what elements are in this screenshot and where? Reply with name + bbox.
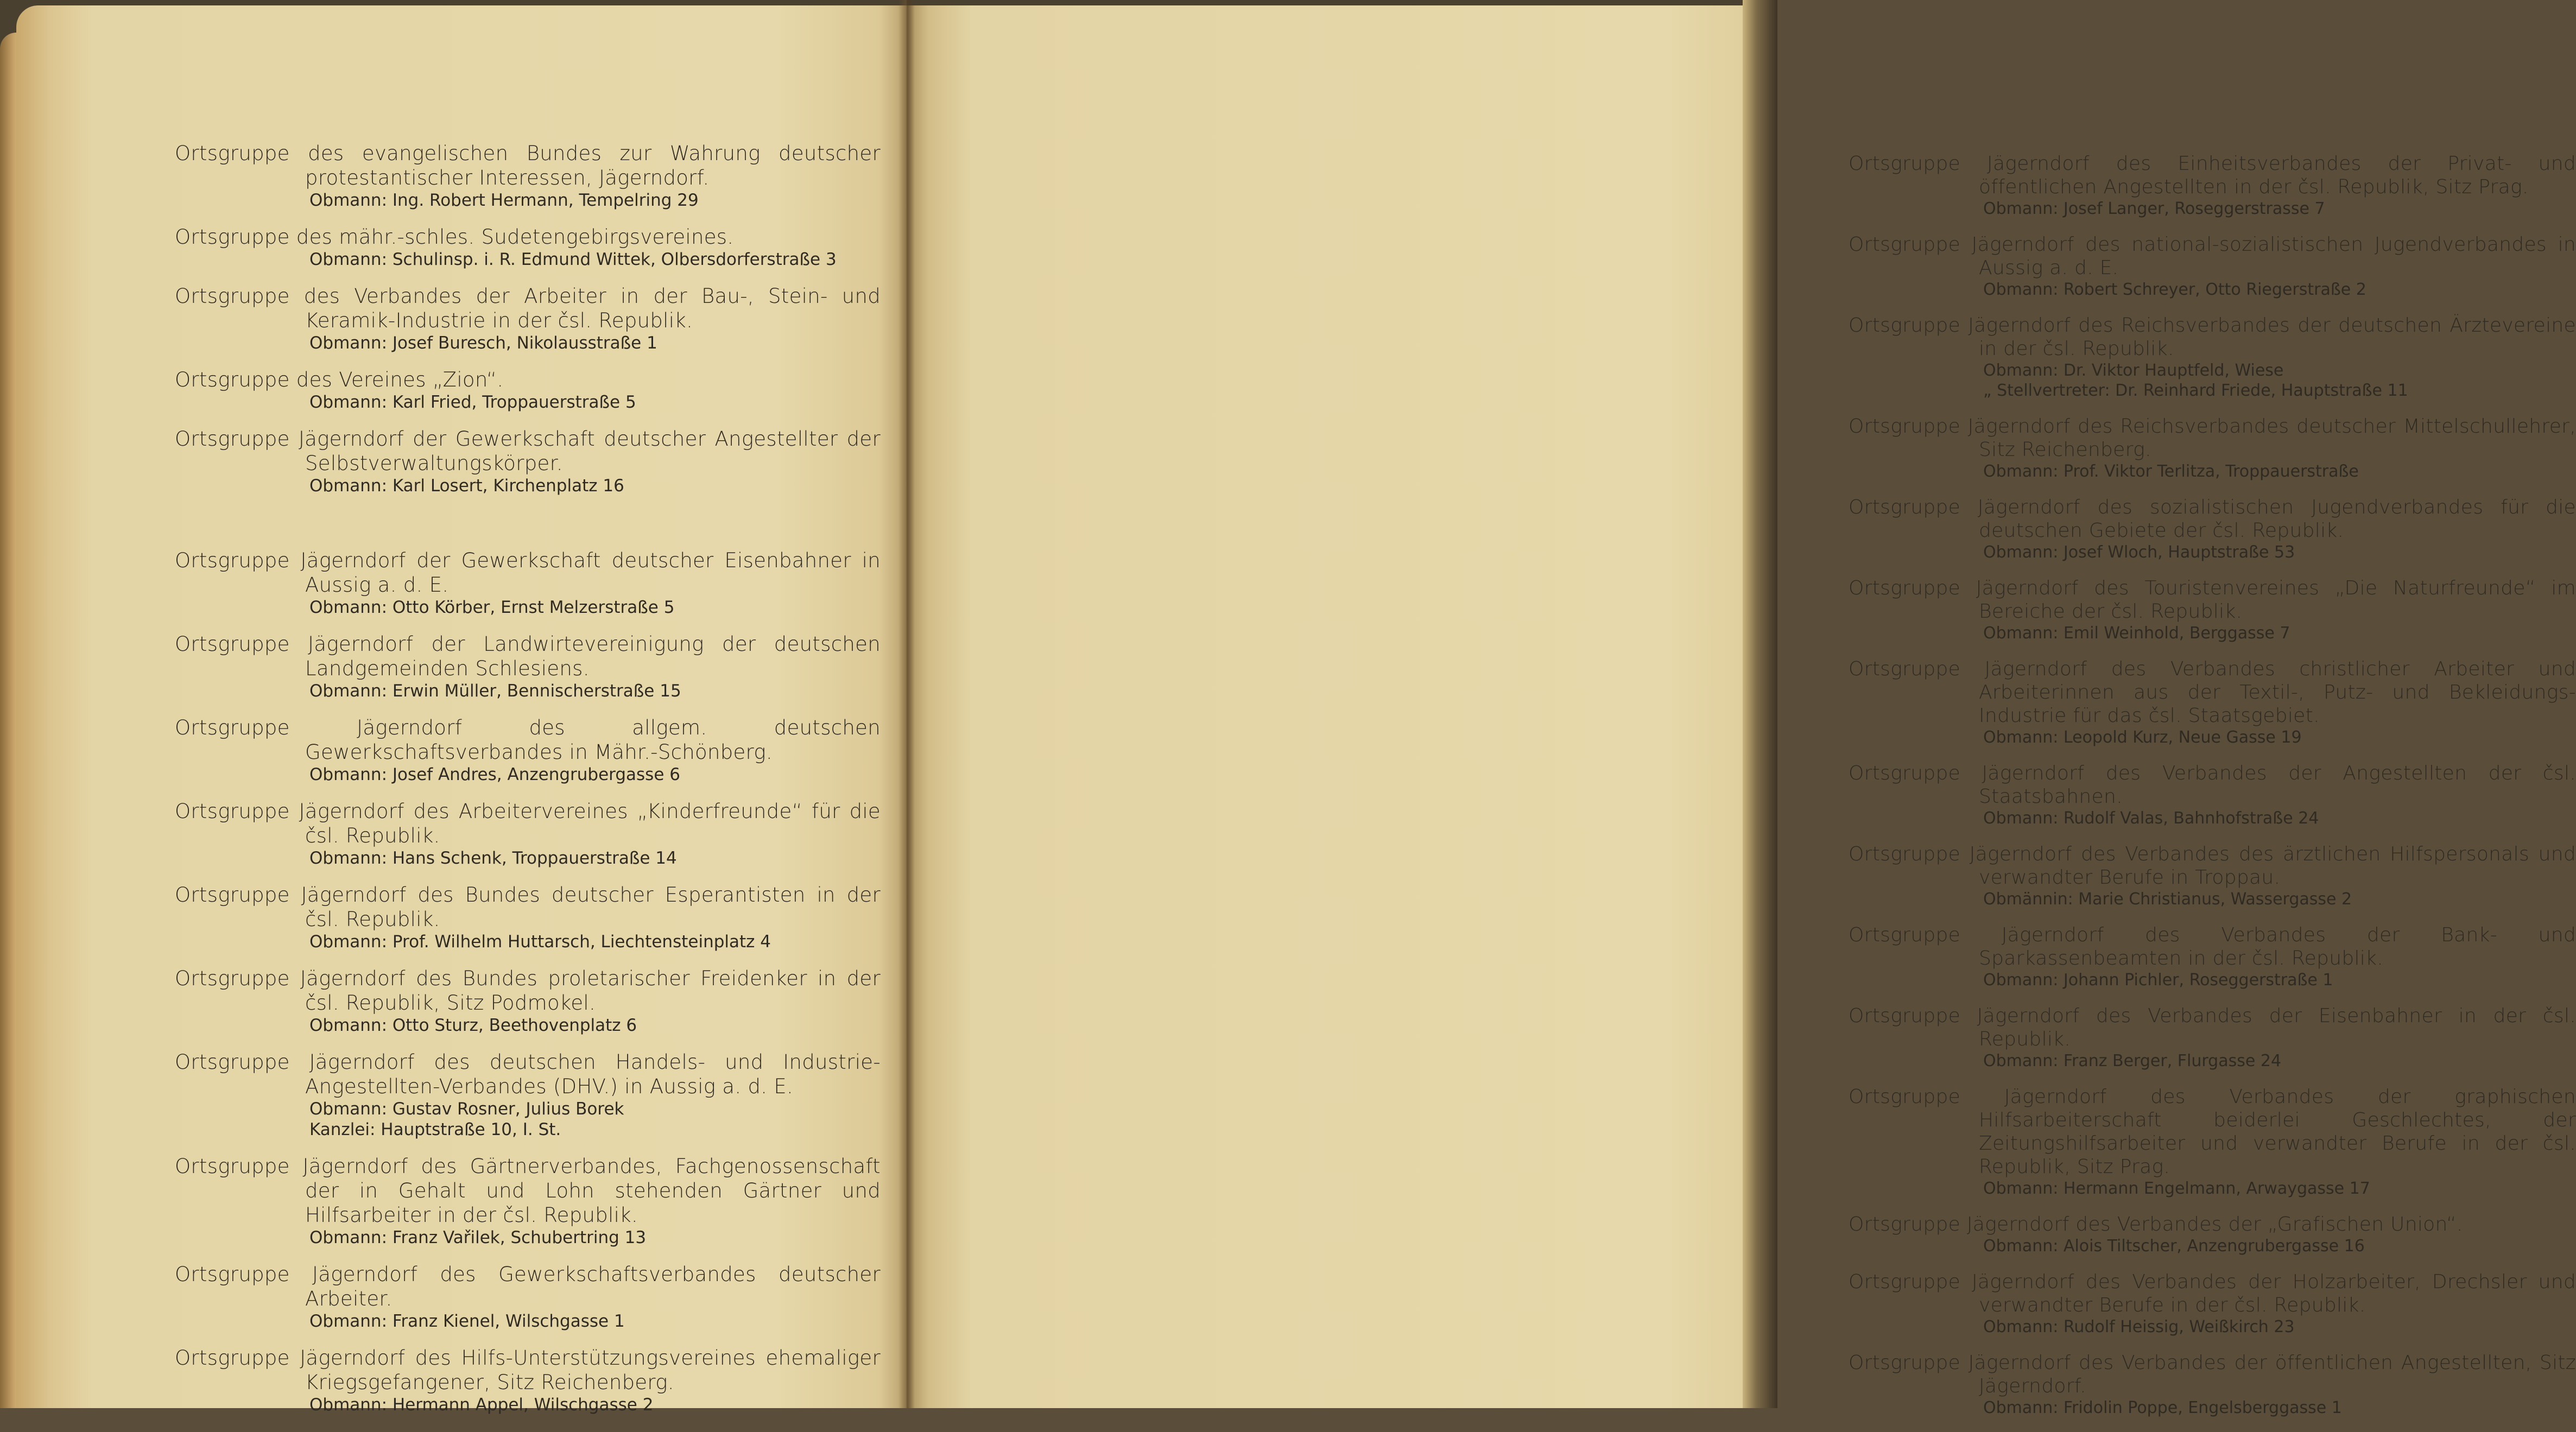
entry-contact-line: Obmann: Josef Andres, Anzengrubergasse 6 (309, 765, 680, 784)
entry-contact-line: Obmann: Emil Weinhold, Berggasse 7 (1983, 624, 2290, 643)
entry-heading: Ortsgruppe Jägerndorf des sozialistischen Jugendverbandes für die deutschen Gebiete der čsl. Republik. (1849, 496, 2576, 542)
directory-entry (1849, 314, 2576, 401)
entry-heading: Ortsgruppe des Verbandes der Arbeiter in der Bau-, Stein- und Keramik-Industrie in der čsl. Republik. (175, 284, 881, 332)
entry-contact-line: Obmann: Alois Tiltscher, Anzengrubergasse 16 (1983, 1237, 2365, 1256)
directory-entry (175, 1262, 881, 1332)
entry-heading: Ortsgruppe Jägerndorf des allgem. deutschen Gewerkschaftsverbandes in Mähr.-Schönberg. (175, 716, 881, 764)
entry-heading: Ortsgruppe Jägerndorf des Einheitsverbandes der Privat- und öffentlichen Angestellten in der čsl. Republik, Sitz Prag. (1849, 153, 2576, 198)
directory-entry (1849, 1004, 2576, 1071)
entry-contact-line: Obmann: Hermann Engelmann, Arwaygasse 17 (1983, 1179, 2370, 1198)
entry-contact-line: Obmann: Hermann Appel, Wilschgasse 2 (309, 1395, 654, 1415)
directory-entry (1849, 1351, 2576, 1418)
directory-entry (1849, 152, 2576, 219)
entry-heading: Ortsgruppe Jägerndorf des Verbandes der Holzarbeiter, Drechsler und verwandter Berufe in der čsl. Republik. (1849, 1271, 2576, 1316)
entry-contact-line: Obmann: Prof. Wilhelm Huttarsch, Liechtensteinplatz 4 (309, 932, 771, 952)
entry-heading: Ortsgruppe des Vereines „Zion“. (175, 368, 504, 391)
entry-contact-line: Obmann: Franz Kienel, Wilschgasse 1 (309, 1311, 625, 1331)
entry-contact-line: Obmann: Josef Langer, Roseggerstrasse 7 (1983, 199, 2325, 218)
entry-heading: Ortsgruppe Jägerndorf des Reichsverbandes der deutschen Ärztevereine in der čsl. Republik. (1849, 314, 2576, 360)
entry-contact-line: Obmann: Dr. Viktor Hauptfeld, Wiese (1983, 361, 2284, 380)
directory-entry (1849, 923, 2576, 990)
entry-contact-line: Obmann: Ing. Robert Hermann, Tempelring 29 (309, 191, 699, 210)
entry-contact-line: Obmann: Otto Sturz, Beethovenplatz 6 (309, 1016, 637, 1035)
directory-entry (1849, 842, 2576, 909)
entry-contact-line: Obmann: Josef Buresch, Nikolausstraße 1 (309, 333, 657, 353)
entry-heading: Ortsgruppe des evangelischen Bundes zur Wahrung deutscher protestantischer Interessen, Jägerndorf. (175, 142, 881, 189)
entry-heading: Ortsgruppe Jägerndorf des Verbandes der Angestellten der čsl. Staatsbahnen. (1849, 762, 2576, 808)
entry-contact-line: Obmann: Erwin Müller, Bennischerstraße 15 (309, 681, 681, 701)
directory-entry (175, 225, 881, 270)
directory-entry (1849, 762, 2576, 828)
directory-entry (1849, 496, 2576, 562)
entry-contact-line: Obmann: Robert Schreyer, Otto Riegerstraße 2 (1983, 280, 2366, 299)
entry-heading: Ortsgruppe Jägerndorf des Verbandes der öffentlichen Angestellten, Sitz Jägerndorf. (1849, 1352, 2576, 1397)
entry-heading: Ortsgruppe Jägerndorf der Landwirtevereinigung der deutschen Landgemeinden Schlesiens. (175, 632, 881, 680)
directory-entry (175, 1346, 881, 1415)
entry-heading: Ortsgruppe Jägerndorf des Hilfs-Unterstützungsvereines ehemaliger Kriegsgefangener, Sitz Reichenberg. (175, 1346, 881, 1394)
section-gap (175, 510, 881, 548)
entry-contact-line: „ Stellvertreter: Dr. Reinhard Friede, Hauptstraße 11 (1983, 381, 2408, 400)
entry-heading: Ortsgruppe Jägerndorf des Bundes deutscher Esperantisten in der čsl. Republik. (175, 883, 881, 931)
entry-contact-line: Obmann: Karl Losert, Kirchenplatz 16 (309, 476, 624, 496)
entry-heading: Ortsgruppe Jägerndorf des Verbandes des ärztlichen Hilfspersonals und verwandter Berufe in Troppau. (1849, 843, 2576, 889)
right-column (1849, 152, 2576, 1432)
entry-contact-line: Obmann: Franz Berger, Flurgasse 24 (1983, 1051, 2282, 1070)
directory-entry (1849, 415, 2576, 481)
entry-heading: Ortsgruppe Jägerndorf der Gewerkschaft deutscher Eisenbahner in Aussig a. d. E. (175, 549, 881, 597)
directory-entry (175, 799, 881, 869)
entry-heading: Ortsgruppe Jägerndorf des deutschen Handels- und Industrie-Angestellten-Verbandes (DHV.) in Aussig a. d. E. (175, 1050, 881, 1098)
directory-entry (175, 1050, 881, 1140)
directory-entry (1849, 233, 2576, 300)
directory-entry (175, 715, 881, 785)
entry-contact-line: Obmann: Rudolf Valas, Bahnhofstraße 24 (1983, 809, 2319, 828)
directory-entry (1849, 657, 2576, 747)
directory-entry (175, 427, 881, 496)
entry-contact-line: Obmann: Otto Körber, Ernst Melzerstraße 5 (309, 598, 675, 617)
directory-entry (1849, 1085, 2576, 1199)
entry-heading: Ortsgruppe Jägerndorf des Touristenvereines „Die Naturfreunde“ im Bereiche der čsl. Republik. (1849, 577, 2576, 623)
entry-contact-line: Obmann: Josef Wloch, Hauptstraße 53 (1983, 543, 2295, 562)
directory-entry (1849, 1270, 2576, 1337)
entry-heading: Ortsgruppe Jägerndorf des Verbandes der graphischen Hilfsarbeiterschaft beiderlei Geschlechtes, der Zeitungshilfsarbeiter und verwandter Berufe in der čsl. Republik, Sitz Prag. (1849, 1086, 2576, 1178)
entry-contact-line: Obmann: Gustav Rosner, Julius Borek (309, 1099, 624, 1119)
entry-contact-line: Obmann: Prof. Viktor Terlitza, Troppauerstraße (1983, 462, 2359, 481)
directory-entry (175, 548, 881, 618)
entry-heading: Ortsgruppe Jägerndorf des Reichsverbandes deutscher Mittelschullehrer, Sitz Reichenberg. (1849, 415, 2576, 461)
entry-heading: Ortsgruppe Jägerndorf des Verbandes der Eisenbahner in der čsl. Republik. (1849, 1005, 2576, 1050)
directory-entry (175, 141, 881, 211)
entry-contact-line: Obmännin: Marie Christianus, Wassergasse 2 (1983, 890, 2352, 909)
directory-entry (175, 883, 881, 952)
directory-entry (175, 367, 881, 413)
entry-heading: Ortsgruppe Jägerndorf des Verbandes christlicher Arbeiter und Arbeiterinnen aus der Textil-, Putz- und Bekleidungs-Industrie für das čsl. Staatsgebiet. (1849, 658, 2576, 727)
left-column (175, 141, 881, 1429)
entry-contact-line: Obmann: Karl Fried, Troppauerstraße 5 (309, 392, 636, 412)
entry-contact-line: Obmann: Johann Pichler, Roseggerstraße 1 (1983, 971, 2333, 990)
directory-entry (175, 632, 881, 701)
entry-heading: Ortsgruppe Jägerndorf des Verbandes der „Grafischen Union“. (1849, 1213, 2463, 1235)
entry-contact-line: Obmann: Fridolin Poppe, Engelsberggasse 1 (1983, 1398, 2342, 1417)
entry-contact-line: Obmann: Leopold Kurz, Neue Gasse 19 (1983, 728, 2302, 747)
entry-heading: Ortsgruppe Jägerndorf des Gewerkschaftsverbandes deutscher Arbeiter. (175, 1263, 881, 1310)
entry-contact-line: Obmann: Hans Schenk, Troppauerstraße 14 (309, 848, 677, 868)
entry-contact-line: Kanzlei: Hauptstraße 10, I. St. (309, 1120, 561, 1139)
entry-heading: Ortsgruppe des mähr.-schles. Sudetengebirgsvereines. (175, 225, 734, 249)
entry-contact-line: Obmann: Rudolf Heissig, Weißkirch 23 (1983, 1317, 2295, 1336)
entry-heading: Ortsgruppe Jägerndorf des Bundes proletarischer Freidenker in der čsl. Republik, Sitz Podmokel. (175, 967, 881, 1015)
entry-heading: Ortsgruppe Jägerndorf des Gärtnerverbandes, Fachgenossenschaft der in Gehalt und Lohn stehenden Gärtner und Hilfsarbeiter in der čsl. Republik. (175, 1155, 881, 1227)
left-page (16, 5, 907, 1415)
entry-heading: Ortsgruppe Jägerndorf des national-sozialistischen Jugendverbandes in Aussig a. d. E. (1849, 233, 2576, 279)
entry-heading: Ortsgruppe Jägerndorf des Arbeitervereines „Kinderfreunde“ für die čsl. Republik. (175, 800, 881, 847)
directory-entry (1849, 576, 2576, 643)
directory-entry (175, 284, 881, 353)
right-page (907, 5, 2576, 1417)
book-gutter (898, 0, 915, 1408)
directory-entry (175, 966, 881, 1036)
entry-contact-line: Obmann: Franz Vařilek, Schubertring 13 (309, 1228, 647, 1247)
entry-contact-line: Obmann: Schulinsp. i. R. Edmund Wittek, Olbersdorferstraße 3 (309, 250, 837, 269)
directory-entry (1849, 1213, 2576, 1256)
entry-heading: Ortsgruppe Jägerndorf der Gewerkschaft deutscher Angestellter der Selbstverwaltungskörper. (175, 427, 881, 475)
directory-entry (175, 1154, 881, 1248)
entry-heading: Ortsgruppe Jägerndorf des Verbandes der Bank- und Sparkassenbeamten in der čsl. Republik. (1849, 924, 2576, 970)
right-page-edge (1743, 0, 1777, 1408)
